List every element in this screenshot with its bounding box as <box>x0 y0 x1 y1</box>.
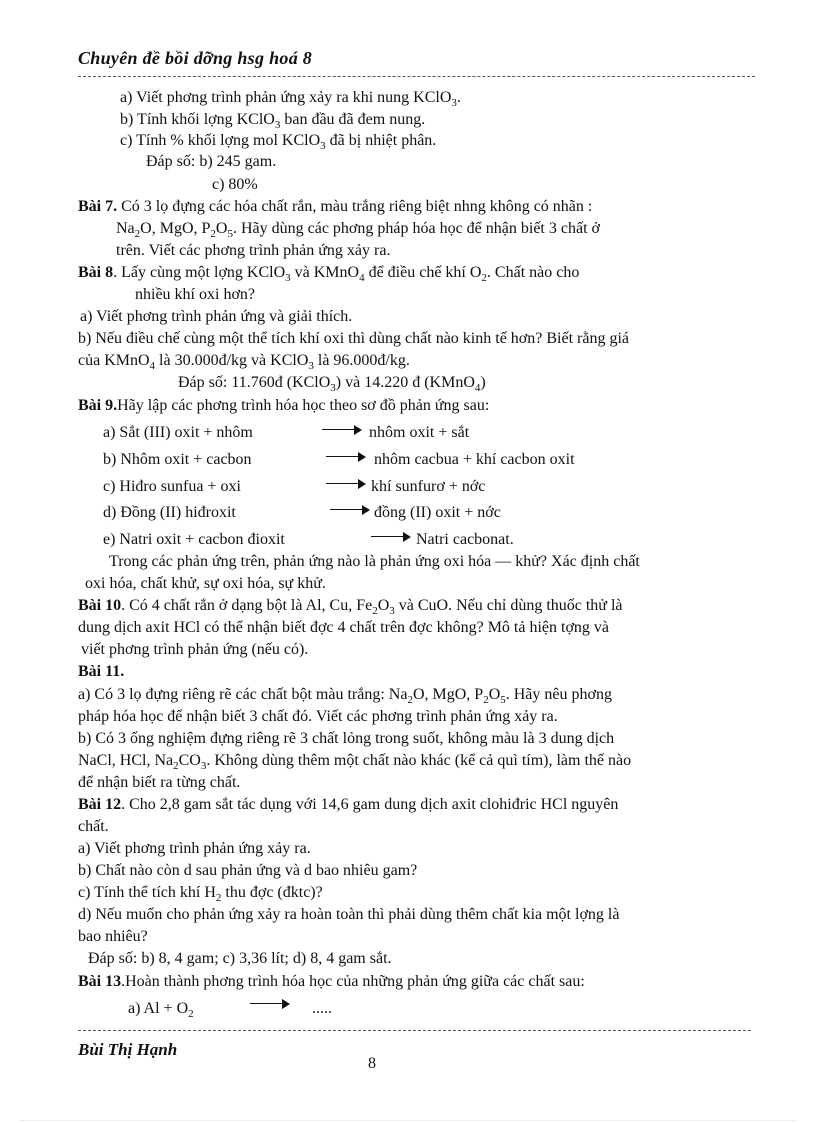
text-line: a) Viết phơng trình phản ứng xảy ra khi nung KClO$_3$. <box>120 89 461 110</box>
text-line: oxi hóa, chất khử, sự oxi hóa, sự khử. <box>85 575 326 592</box>
text-line: a) Viết phơng trình phản ứng và giải thích. <box>80 308 353 325</box>
text-line: b) Chất nào còn d sau phản ứng và d bao nhiêu gam? <box>78 862 418 879</box>
exercise-8: Bài 8. Lấy cùng một lợng KClO$_3$ và KMnO$_4$ để điều chế khí $O_2$. Chất nào cho <box>78 264 580 285</box>
answer-line: Đáp số: b) 245 gam. <box>146 153 277 170</box>
answer-line: c) 80% <box>212 176 258 193</box>
text-line: Trong các phản ứng trên, phản ứng nào là phản ứng oxi hóa — khử? Xác định chất <box>109 553 640 570</box>
reaction-right: nhôm cacbua + khí cacbon oxit <box>374 451 575 468</box>
text-line: b) Có 3 ống nghiệm đựng riêng rẽ 3 chất lỏng trong suốt, không màu là 3 dung dịch <box>78 730 615 747</box>
reaction-arrow <box>371 530 411 550</box>
reaction-right: nhôm oxit + sắt <box>369 424 470 441</box>
bottom-divider <box>20 1120 796 1121</box>
exercise-9: Bài 9.Hãy lập các phơng trình hóa học theo sơ đồ phản ứng sau: <box>78 397 490 414</box>
reaction-right: ..... <box>312 1000 332 1017</box>
reaction-arrow <box>326 477 366 497</box>
reaction-left: a) $Al + O_2$ <box>128 1000 194 1021</box>
page-header-title: Chuyên đề bồi dỡng hsg hoá 8 <box>78 48 313 68</box>
reaction-left: b) Nhôm oxit + cacbon <box>103 451 252 468</box>
text-line: b) Tính khối lợng KClO$_3$ ban đầu đã đem nung. <box>120 111 426 132</box>
text-line: c) Tính % khối lợng mol KClO$_3$ đã bị nhiệt phân. <box>120 132 437 153</box>
text-line: a) Có 3 lọ đựng riêng rẽ các chất bột màu trắng: $Na_2O$, MgO, $P_2O_5$. Hãy nêu phơng <box>78 686 612 707</box>
reaction-left: c) Hiđro sunfua + oxi <box>103 478 241 495</box>
reaction-left: a) Sắt (III) oxit + nhôm <box>103 424 253 441</box>
text-line: NaCl, HCl, $Na_2CO_3$. Không dùng thêm một chất nào khác (kể cả quì tím), làm thế nào <box>78 752 632 773</box>
text-line: viết phơng trình phản ứng (nếu có). <box>81 641 309 658</box>
exercise-10: Bài 10. Có 4 chất rắn ở dạng bột là Al, Cu, $Fe_2O_3$ và CuO. Nếu chỉ dùng thuốc thử là <box>78 597 623 618</box>
reaction-arrow <box>322 423 362 443</box>
exercise-12: Bài 12. Cho 2,8 gam sắt tác dụng với 14,6 gam dung dịch axit clohiđric HCl nguyên <box>78 796 619 813</box>
reaction-left: e) Natri oxit + cacbon đioxit <box>103 531 285 548</box>
footer-rule <box>78 1030 751 1031</box>
reaction-right: khí sunfurơ + nớc <box>371 478 486 495</box>
text-line: $Na_2O$, MgO, $P_2O_5$. Hãy dùng các phơng pháp hóa học để nhận biết 3 chất ở <box>116 220 600 241</box>
text-line: của KMnO$_4$ là 30.000đ/kg và KClO$_3$ là 96.000đ/kg. <box>78 352 410 373</box>
reaction-arrow <box>250 997 290 1017</box>
text-line: a) Viết phơng trình phản ứng xảy ra. <box>78 840 311 857</box>
reaction-arrow <box>326 450 366 470</box>
exercise-7: Bài 7. Có 3 lọ đựng các hóa chất rắn, màu trắng riêng biệt nhng không có nhãn : <box>78 198 593 215</box>
text-line: chất. <box>78 818 109 835</box>
answer-line: Đáp số: b) 8, 4 gam; c) 3,36 lít; d) 8, 4 gam sắt. <box>88 950 392 967</box>
reaction-left: d) Đồng (II) hiđroxit <box>103 504 236 521</box>
text-line: b) Nếu điều chế cùng một thể tích khí oxi thì dùng chất nào kinh tế hơn? Biết rằng giá <box>78 330 629 347</box>
answer-line: Đáp số: 11.760đ (KClO$_3$) và 14.220 đ (KMnO$_4$) <box>178 374 486 395</box>
text-line: trên. Viết các phơng trình phản ứng xảy ra. <box>116 242 391 259</box>
exercise-13: Bài 13.Hoàn thành phơng trình hóa học của những phản ứng giữa các chất sau: <box>78 973 585 990</box>
footer-author: Bùi Thị Hạnh <box>78 1040 178 1059</box>
text-line: c) Tính thể tích khí $H_2$ thu đợc (đktc)? <box>78 884 323 905</box>
exercise-11: Bài 11. <box>78 663 125 680</box>
text-line: nhiều khí oxi hơn? <box>135 286 255 303</box>
reaction-arrow <box>330 503 370 523</box>
reaction-right: Natri cacbonat. <box>416 531 514 548</box>
reaction-right: đồng (II) oxit + nớc <box>374 504 501 521</box>
text-line: dung dịch axit HCl có thể nhận biết đợc 4 chất trên đợc không? Mô tả hiện tợng và <box>78 619 610 636</box>
text-line: d) Nếu muốn cho phản ứng xảy ra hoàn toàn thì phải dùng thêm chất kia một lợng là <box>78 906 620 923</box>
text-line: pháp hóa học để nhận biết 3 chất đó. Viết các phơng trình phản ứng xảy ra. <box>78 708 558 725</box>
text-line: bao nhiêu? <box>78 928 148 945</box>
page-number: 8 <box>368 1055 376 1072</box>
text-line: để nhận biết ra từng chất. <box>78 774 241 791</box>
header-rule <box>78 76 755 77</box>
